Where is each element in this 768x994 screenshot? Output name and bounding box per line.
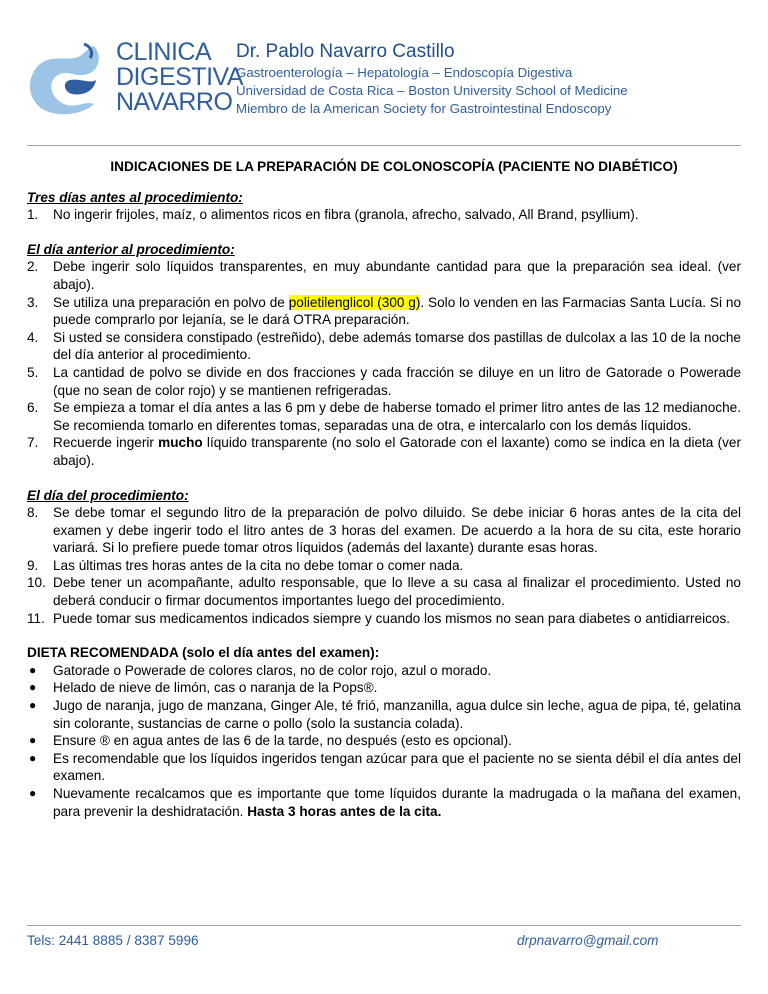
bullet-icon: ● xyxy=(29,750,37,765)
list-item: 7. Recuerde ingerir mucho líquido transparente (no solo el Gatorade con el laxante) como se indica en la dieta (ver abajo). xyxy=(27,435,741,468)
bullet-icon: ● xyxy=(29,733,37,748)
list-item: 4. Si usted se considera constipado (estreñido), debe además tomarse dos pastillas de dulcolax a las 10 de la noche del día anterior al procedimiento. xyxy=(27,329,741,363)
logo-line: NAVARRO xyxy=(116,88,233,116)
stomach-logo-icon xyxy=(24,40,114,120)
logo-line: DIGESTIVA xyxy=(116,63,244,91)
bullet-icon: ● xyxy=(29,662,37,677)
highlighted-product: polietilenglicol (300 g) xyxy=(288,294,421,310)
document-title: INDICACIONES DE LA PREPARACIÓN DE COLONOSCOPÍA (PACIENTE NO DIABÉTICO) xyxy=(110,159,678,174)
list-item: ● Helado de nieve de limón, cas o naranja de la Pops®. xyxy=(29,680,378,696)
three-days-list xyxy=(27,206,741,224)
logo-wordmark xyxy=(116,40,243,115)
specialties-line: Gastroenterología – Hepatología – Endoscopía Digestiva xyxy=(236,65,573,80)
list-item: 5. La cantidad de polvo se divide en dos fracciones y cada fracción se diluye en un litro de Gatorade o Powerade (que no sean de color rojo) y se mantienen refrigeradas. xyxy=(27,364,741,398)
diet-heading: DIETA RECOMENDADA (solo el día antes del examen): xyxy=(27,645,380,661)
list-item: ● Es recomendable que los líquidos ingeridos tengan azúcar para que el paciente no se sienta débil el día antes del examen. xyxy=(29,750,741,784)
letterhead xyxy=(236,40,628,118)
list-item: 6. Se empieza a tomar el día antes a las 6 pm y debe de haberse tomado el primer litro antes de las 12 medianoche. Se recomienda tomarlo en diferentes tomas, separadas una de otra, e intercalarlo con los demás líquidos. xyxy=(27,400,741,433)
list-item: ● Nuevamente recalcamos que es importante que tome líquidos durante la madrugada o la mañana del examen, para prevenir la deshidratación. Hasta 3 horas antes de la cita. xyxy=(29,786,741,819)
instructions-body xyxy=(27,158,741,820)
list-item: 11. Puede tomar sus medicamentos indicados siempre y cuando los mismos no sean para diabetes o antidiarreicos. xyxy=(27,610,731,626)
universities-line: Universidad de Costa Rica – Boston University School of Medicine xyxy=(236,83,628,98)
clinic-logo xyxy=(24,38,244,120)
list-item: ● Gatorade o Powerade de colores claros, no de color rojo, azul o morado. xyxy=(29,662,492,678)
procedure-day-list xyxy=(27,504,741,627)
list-item: 10. Debe tener un acompañante, adulto responsable, que lo lleve a su casa al finalizar el procedimiento. Usted no deberá conducir o firmar documentos importantes luego del procedimiento. xyxy=(27,575,741,609)
list-item: 9. Las últimas tres horas antes de la cita no debe tomar o comer nada. xyxy=(27,557,464,573)
bullet-icon: ● xyxy=(29,698,37,713)
membership-line: Miembro de la American Society for Gastrointestinal Endoscopy xyxy=(236,101,612,116)
header-divider xyxy=(27,145,741,146)
list-item: 3. Se utiliza una preparación en polvo de polietilenglicol (300 g). Solo lo venden en las Farmacias Santa Lucía. Si no puede comprarlo por lejanía, se le dará OTRA preparación. xyxy=(27,294,742,328)
bullet-icon: ● xyxy=(29,786,37,800)
email-address: drpnavarro@gmail.com xyxy=(517,933,659,948)
list-item: ● Ensure ® en agua antes de las 6 de la tarde, no después (esto es opcional). xyxy=(29,733,512,749)
section-heading-three-days: Tres días antes al procedimiento: xyxy=(27,189,243,205)
logo-line: CLINICA xyxy=(116,38,212,66)
doctor-name: Dr. Pablo Navarro Castillo xyxy=(236,41,455,62)
day-before-list xyxy=(27,258,741,469)
section-heading-day-before: El día anterior al procedimiento: xyxy=(27,241,235,257)
diet-list xyxy=(27,662,741,820)
section-heading-procedure-day: El día del procedimiento: xyxy=(27,487,189,503)
bullet-icon: ● xyxy=(29,680,37,695)
phone-numbers: Tels: 2441 8885 / 8387 5996 xyxy=(27,933,199,948)
list-item: 1. No ingerir frijoles, maíz, o alimentos ricos en fibra (granola, afrecho, salvado, All Brand, psyllium). xyxy=(27,207,639,223)
list-item: ● Jugo de naranja, jugo de manzana, Ginger Ale, té frió, manzanilla, agua dulce sin leche, agua de pipa, té, gelatina sin colorante, sustancias de carne o pollo (solo la sustancia colada). xyxy=(29,698,741,731)
list-item: 8. Se debe tomar el segundo litro de la preparación de polvo diluido. Se debe iniciar 6 horas antes de la cita del examen y debe ingerir todo el litro antes de 3 horas del examen. De acuerdo a la hora de su cita, este horario variará. Si lo prefiere puede tomar otros líquidos (además del laxante) durante esas horas. xyxy=(27,505,741,556)
list-item: 2. Debe ingerir solo líquidos transparentes, en muy abundante cantidad para que la preparación sea ideal. (ver abajo). xyxy=(27,259,741,292)
footer-divider xyxy=(27,925,741,926)
